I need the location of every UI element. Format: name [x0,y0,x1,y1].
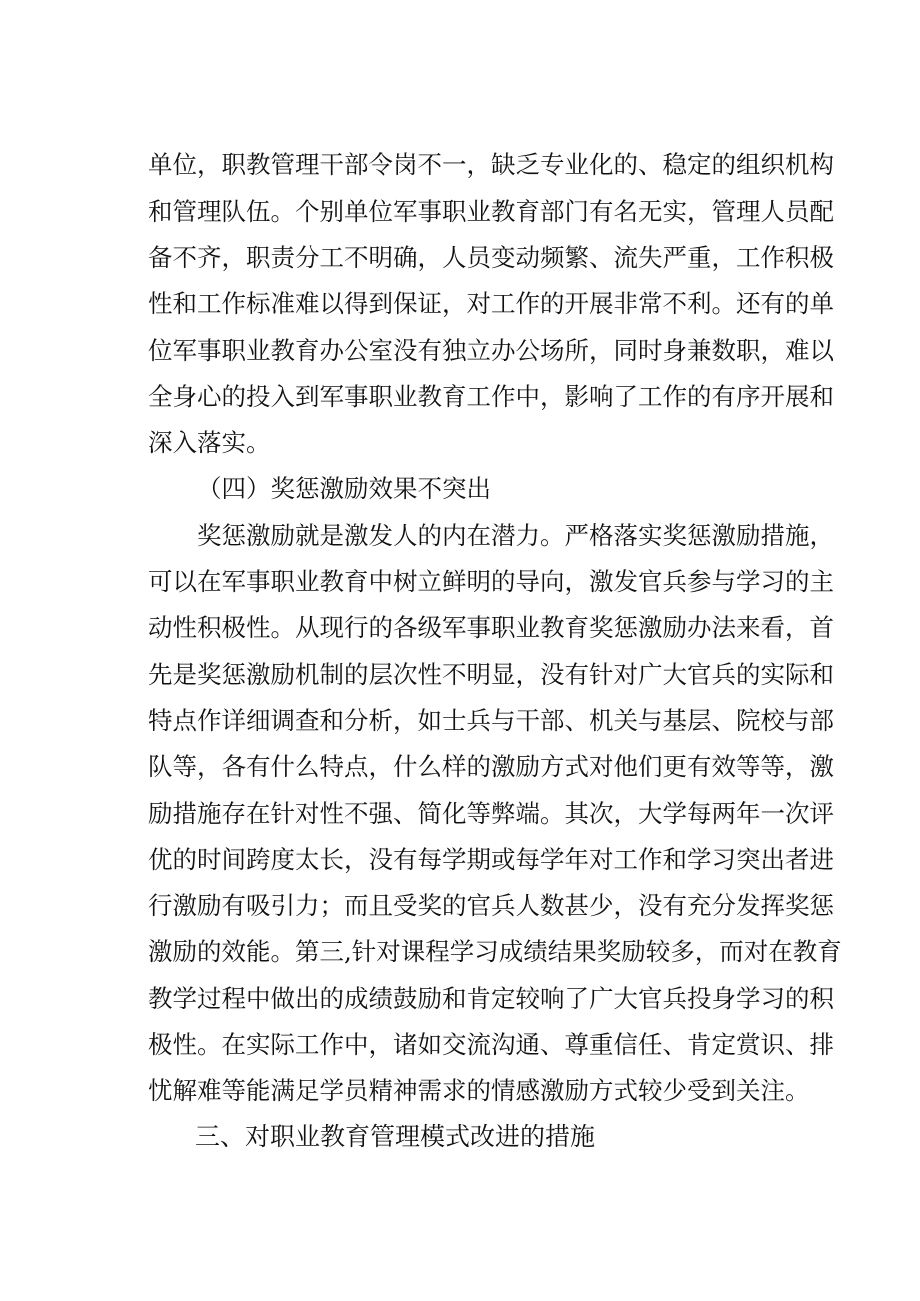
paragraph-line: 备不齐，职责分工不明确，人员变动频繁、流失严重，工作积极 [148,243,834,272]
paragraph-line: 动性积极性。从现行的各级军事职业教育奖惩激励办法来看，首 [148,613,834,642]
paragraph-line: 单位，职教管理干部令岗不一，缺乏专业化的、稳定的组织机构 [148,150,834,179]
paragraph-line: 性和工作标准难以得到保证，对工作的开展非常不利。还有的单 [148,289,834,318]
paragraph-line: 励措施存在针对性不强、简化等弊端。其次，大学每两年一次评 [148,799,834,828]
paragraph-line: 深入落实。 [148,428,271,457]
subheading: （四）奖惩激励效果不突出 [197,474,491,503]
paragraph-line: 全身心的投入到军事职业教育工作中，影响了工作的有序开展和 [148,382,834,411]
paragraph-line: 特点作详细调查和分析，如士兵与干部、机关与基层、院校与部 [148,706,834,735]
paragraph-line: 激励的效能。第三,针对课程学习成绩结果奖励较多，而对在教育 [148,937,842,966]
paragraph-line: 队等，各有什么特点，什么样的激励方式对他们更有效等等，激 [148,752,834,781]
paragraph-line: 行激励有吸引力；而且受奖的官兵人数甚少，没有充分发挥奖惩 [148,891,834,920]
paragraph-line: 教学过程中做出的成绩鼓励和肯定较响了广大官兵投身学习的积 [148,984,834,1013]
paragraph-line: 奖惩激励就是激发人的内在潜力。严格落实奖惩激励措施， [197,521,834,550]
paragraph-line: 极性。在实际工作中，诸如交流沟通、尊重信任、肯定赏识、排 [148,1030,834,1059]
paragraph-line: 和管理队伍。个别单位军事职业教育部门有名无实，管理人员配 [148,197,834,226]
paragraph-line: 可以在军事职业教育中树立鲜明的导向，激发官兵参与学习的主 [148,567,834,596]
section-heading: 三、对职业教育管理模式改进的措施 [195,1122,596,1151]
paragraph-line: 先是奖惩激励机制的层次性不明显，没有针对广大官兵的实际和 [148,660,834,689]
paragraph-line: 忧解难等能满足学员精神需求的情感激励方式较少受到关注。 [148,1076,810,1105]
paragraph-line: 位军事职业教育办公室没有独立办公场所，同时身兼数职，难以 [148,336,834,365]
paragraph-line: 优的时间跨度太长，没有每学期或每学年对工作和学习突出者进 [148,845,834,874]
